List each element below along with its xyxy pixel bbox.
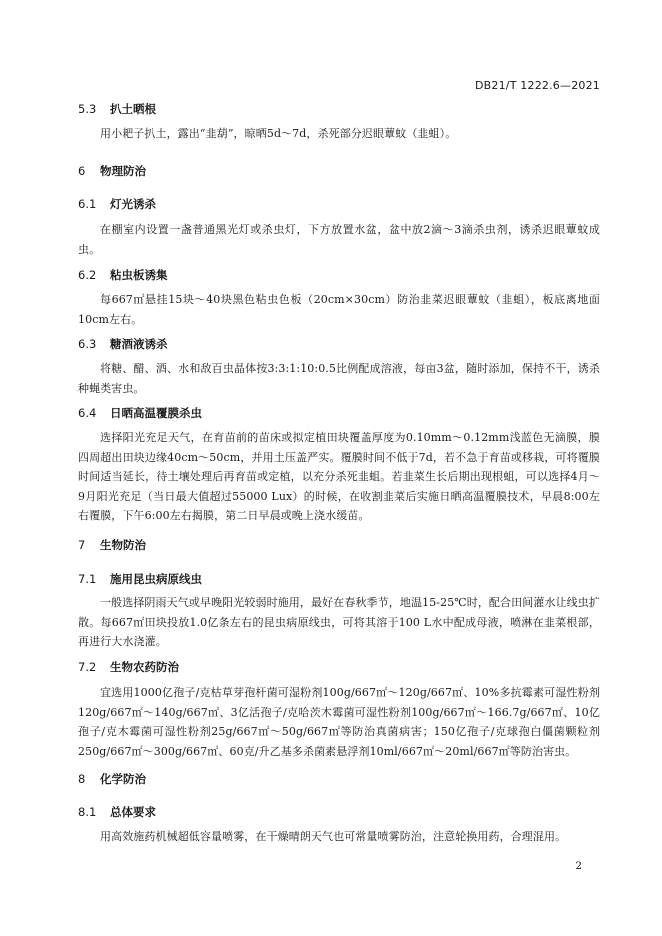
section-heading-6-1 bbox=[78, 196, 156, 212]
section-number: 8.1 bbox=[78, 805, 97, 819]
section-heading-6 bbox=[78, 163, 146, 179]
section-number: 5.3 bbox=[78, 102, 97, 116]
paragraph-5-3: 用小耙子扒土，露出“韭葫”，晾晒5d～7d，杀死部分迟眼蕈蚊（韭蛆）。 bbox=[100, 127, 457, 140]
section-heading-6-2 bbox=[78, 267, 168, 283]
section-number: 6.3 bbox=[78, 337, 97, 351]
document-code: DB21/T 1222.6—2021 bbox=[474, 79, 600, 92]
section-number: 6.4 bbox=[78, 406, 97, 420]
section-number: 6.1 bbox=[78, 197, 97, 211]
section-title: 日晒高温覆膜杀虫 bbox=[110, 406, 202, 420]
section-title: 生物防治 bbox=[100, 538, 146, 552]
paragraph-6-1: 在棚室内设置一盏普通黑光灯或杀虫灯，下方放置水盆，盆中放2滴～3滴杀虫剂，诱杀迟眼蕈蚊成虫。 bbox=[78, 223, 600, 256]
section-title: 物理防治 bbox=[100, 164, 146, 178]
section-title: 生物农药防治 bbox=[110, 660, 179, 674]
section-heading-8 bbox=[78, 771, 146, 787]
paragraph-6-4: 选择阳光充足天气，在育苗前的苗床或拟定植田块覆盖厚度为0.10mm～0.12mm浅蓝色无滴膜，膜四周超出田块边缘40cm～50cm，并用土压盖严实。覆膜时间不低于7d，若不急于育苗或移栽，可将覆膜时间适当延长，待土壤处理后再育苗或定植，以充分杀死韭蛆。若韭菜生长后期出现根蛆，可以选择4月～9月阳光充足（当日最大值超过55000 Lux）的时候，在收割韭菜后实施日晒高温覆膜技术，早晨8:00左右覆膜，下午6:00左右揭膜，第二日早晨或晚上浇水缓苗。 bbox=[78, 431, 600, 522]
section-title: 灯光诱杀 bbox=[110, 197, 156, 211]
section-number: 6.2 bbox=[78, 268, 97, 282]
paragraph-7-1: 一般选择阴雨天气或早晚阳光较弱时施用，最好在春秋季节，地温15-25℃时，配合田间灌水让线虫扩散。每667㎡田块投放1.0亿条左右的昆虫病原线虫，可将其溶于100 L水中配成母液，喷淋在韭菜根部，再进行大水浇灌。 bbox=[78, 596, 600, 648]
section-heading-7 bbox=[78, 537, 146, 553]
paragraph-6-3: 将糖、醋、酒、水和敌百虫晶体按3:3:1:10:0.5比例配成溶液，每亩3盆，随时添加，保持不干，诱杀种蝇类害虫。 bbox=[78, 362, 600, 395]
section-title: 施用昆虫病原线虫 bbox=[110, 572, 202, 586]
section-number: 7 bbox=[78, 538, 86, 552]
section-heading-6-4 bbox=[78, 405, 202, 421]
section-number: 7.2 bbox=[78, 660, 97, 674]
section-heading-5-3 bbox=[78, 101, 156, 117]
section-title: 化学防治 bbox=[100, 772, 146, 786]
section-heading-8-1 bbox=[78, 804, 156, 820]
section-number: 8 bbox=[78, 772, 86, 786]
section-title: 扒土晒根 bbox=[110, 102, 156, 116]
paragraph-7-2: 宜选用1000亿孢子/克枯草芽孢杆菌可湿粉剂100g/667㎡～120g/667㎡、10%多抗霉素可湿性粉剂120g/667㎡～140g/667㎡、3亿活孢子/克哈茨木霉菌可湿性粉剂100g/667㎡～166.7g/667㎡、10亿孢子/克木霉菌可湿性粉剂25g/667㎡～50g/667㎡等防治真菌病害；150亿孢子/克球孢白僵菌颗粒剂250g/667㎡～300g/667㎡、60克/升乙基多杀菌素悬浮剂10ml/667㎡～20ml/667㎡等防治害虫。 bbox=[78, 686, 600, 758]
section-title: 糖酒液诱杀 bbox=[110, 337, 168, 351]
paragraph-6-2: 每667㎡悬挂15块～40块黑色粘虫色板（20cm×30cm）防治韭菜迟眼蕈蚊（韭蛆），板底离地面10cm左右。 bbox=[78, 293, 600, 326]
section-heading-6-3 bbox=[78, 336, 168, 352]
section-title: 总体要求 bbox=[110, 805, 156, 819]
section-title: 粘虫板诱集 bbox=[110, 268, 168, 282]
section-number: 7.1 bbox=[78, 572, 97, 586]
paragraph-8-1: 用高效施药机械超低容量喷雾，在干燥晴朗天气也可常量喷雾防治，注意轮换用药，合理混用。 bbox=[100, 830, 567, 843]
section-number: 6 bbox=[78, 164, 86, 178]
section-heading-7-1 bbox=[78, 571, 202, 587]
page-number: 2 bbox=[575, 860, 582, 872]
section-heading-7-2 bbox=[78, 659, 179, 675]
